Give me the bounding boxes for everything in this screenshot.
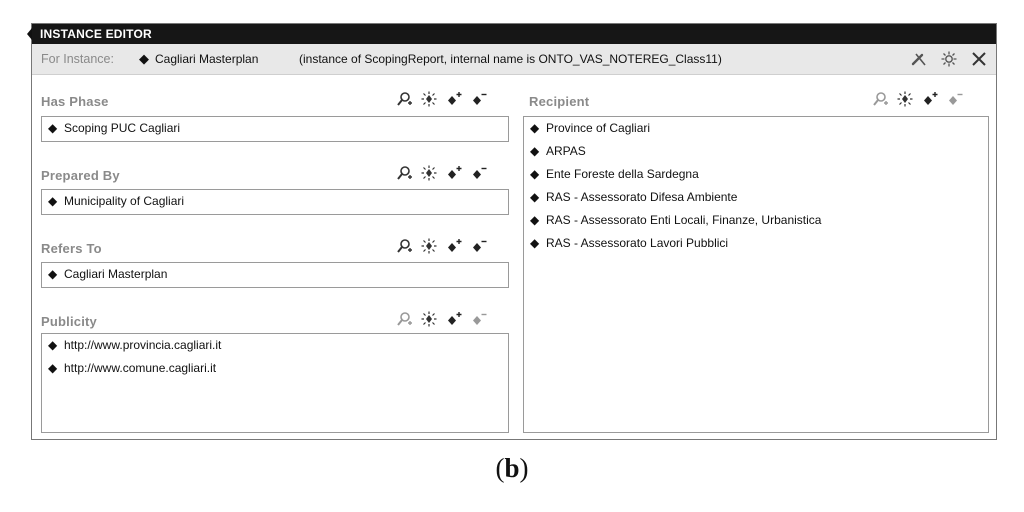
for-instance-label: For Instance: xyxy=(41,52,114,66)
recipient-box[interactable] xyxy=(523,116,989,433)
list-item[interactable]: ◆ Ente Foreste della Sardegna xyxy=(524,163,988,186)
add-icon[interactable] xyxy=(446,311,462,327)
refers-to-label: Refers To xyxy=(41,241,102,256)
list-item[interactable]: ◆ Cagliari Masterplan xyxy=(42,263,508,286)
view-icon[interactable] xyxy=(396,165,412,181)
instance-diamond-icon: ◆ xyxy=(530,167,540,181)
instance-diamond-icon: ◆ xyxy=(48,121,58,135)
publicity-label: Publicity xyxy=(41,314,97,329)
add-icon[interactable] xyxy=(446,91,462,107)
has-phase-tools xyxy=(396,91,487,107)
window-title: INSTANCE EDITOR xyxy=(32,24,996,44)
instance-tools xyxy=(908,44,990,74)
instance-diamond-icon: ◆ xyxy=(48,338,58,352)
prepared-by-label: Prepared By xyxy=(41,168,120,183)
refers-to-tools xyxy=(396,238,487,254)
list-item[interactable]: ◆ Scoping PUC Cagliari xyxy=(42,117,508,140)
instance-diamond-icon: ◆ xyxy=(530,213,540,227)
add-icon[interactable] xyxy=(446,238,462,254)
create-icon[interactable] xyxy=(897,91,913,107)
instance-diamond-icon: ◆ xyxy=(530,144,540,158)
list-item[interactable]: ◆ ARPAS xyxy=(524,140,988,163)
instance-diamond-icon: ◆ xyxy=(48,194,58,208)
remove-icon[interactable] xyxy=(471,311,487,327)
list-item[interactable]: ◆ Municipality of Cagliari xyxy=(42,190,508,213)
list-item[interactable]: ◆ http://www.comune.cagliari.it xyxy=(42,357,508,380)
close-icon[interactable] xyxy=(968,48,990,70)
view-icon[interactable] xyxy=(872,91,888,107)
list-item[interactable]: ◆ RAS - Assessorato Difesa Ambiente xyxy=(524,186,988,209)
list-item[interactable]: ◆ RAS - Assessorato Enti Locali, Finanze, Urbanistica xyxy=(524,209,988,232)
instance-bar xyxy=(32,44,996,75)
publicity-tools xyxy=(396,311,487,327)
hide-icon[interactable] xyxy=(938,48,960,70)
prepared-by-tools xyxy=(396,165,487,181)
has-phase-label: Has Phase xyxy=(41,94,109,109)
list-item[interactable]: ◆ RAS - Assessorato Lavori Pubblici xyxy=(524,232,988,255)
remove-icon[interactable] xyxy=(471,165,487,181)
instance-diamond-icon: ◆ xyxy=(139,51,149,66)
view-icon[interactable] xyxy=(396,238,412,254)
instance-diamond-icon: ◆ xyxy=(530,190,540,204)
view-icon[interactable] xyxy=(396,91,412,107)
recipient-tools xyxy=(872,91,963,107)
remove-icon[interactable] xyxy=(471,91,487,107)
prepared-by-box[interactable] xyxy=(41,189,509,215)
has-phase-box[interactable] xyxy=(41,116,509,142)
add-icon[interactable] xyxy=(446,165,462,181)
remove-icon[interactable] xyxy=(471,238,487,254)
publicity-box[interactable] xyxy=(41,333,509,433)
disable-icon[interactable] xyxy=(908,48,930,70)
remove-icon[interactable] xyxy=(947,91,963,107)
instance-diamond-icon: ◆ xyxy=(48,267,58,281)
view-icon[interactable] xyxy=(396,311,412,327)
instance-description: (instance of ScopingReport, internal name is ONTO_VAS_NOTEREG_Class11) xyxy=(299,52,722,66)
list-item[interactable]: ◆ Province of Cagliari xyxy=(524,117,988,140)
refers-to-box[interactable] xyxy=(41,262,509,288)
create-icon[interactable] xyxy=(421,311,437,327)
create-icon[interactable] xyxy=(421,165,437,181)
figure-caption: (b) xyxy=(495,453,529,483)
instance-diamond-icon: ◆ xyxy=(530,121,540,135)
instance-editor-window xyxy=(31,23,997,440)
list-item[interactable]: ◆ http://www.provincia.cagliari.it xyxy=(42,334,508,357)
recipient-label: Recipient xyxy=(529,94,590,109)
instance-diamond-icon: ◆ xyxy=(48,361,58,375)
create-icon[interactable] xyxy=(421,91,437,107)
add-icon[interactable] xyxy=(922,91,938,107)
instance-diamond-icon: ◆ xyxy=(530,236,540,250)
instance-name: Cagliari Masterplan xyxy=(155,52,259,66)
create-icon[interactable] xyxy=(421,238,437,254)
